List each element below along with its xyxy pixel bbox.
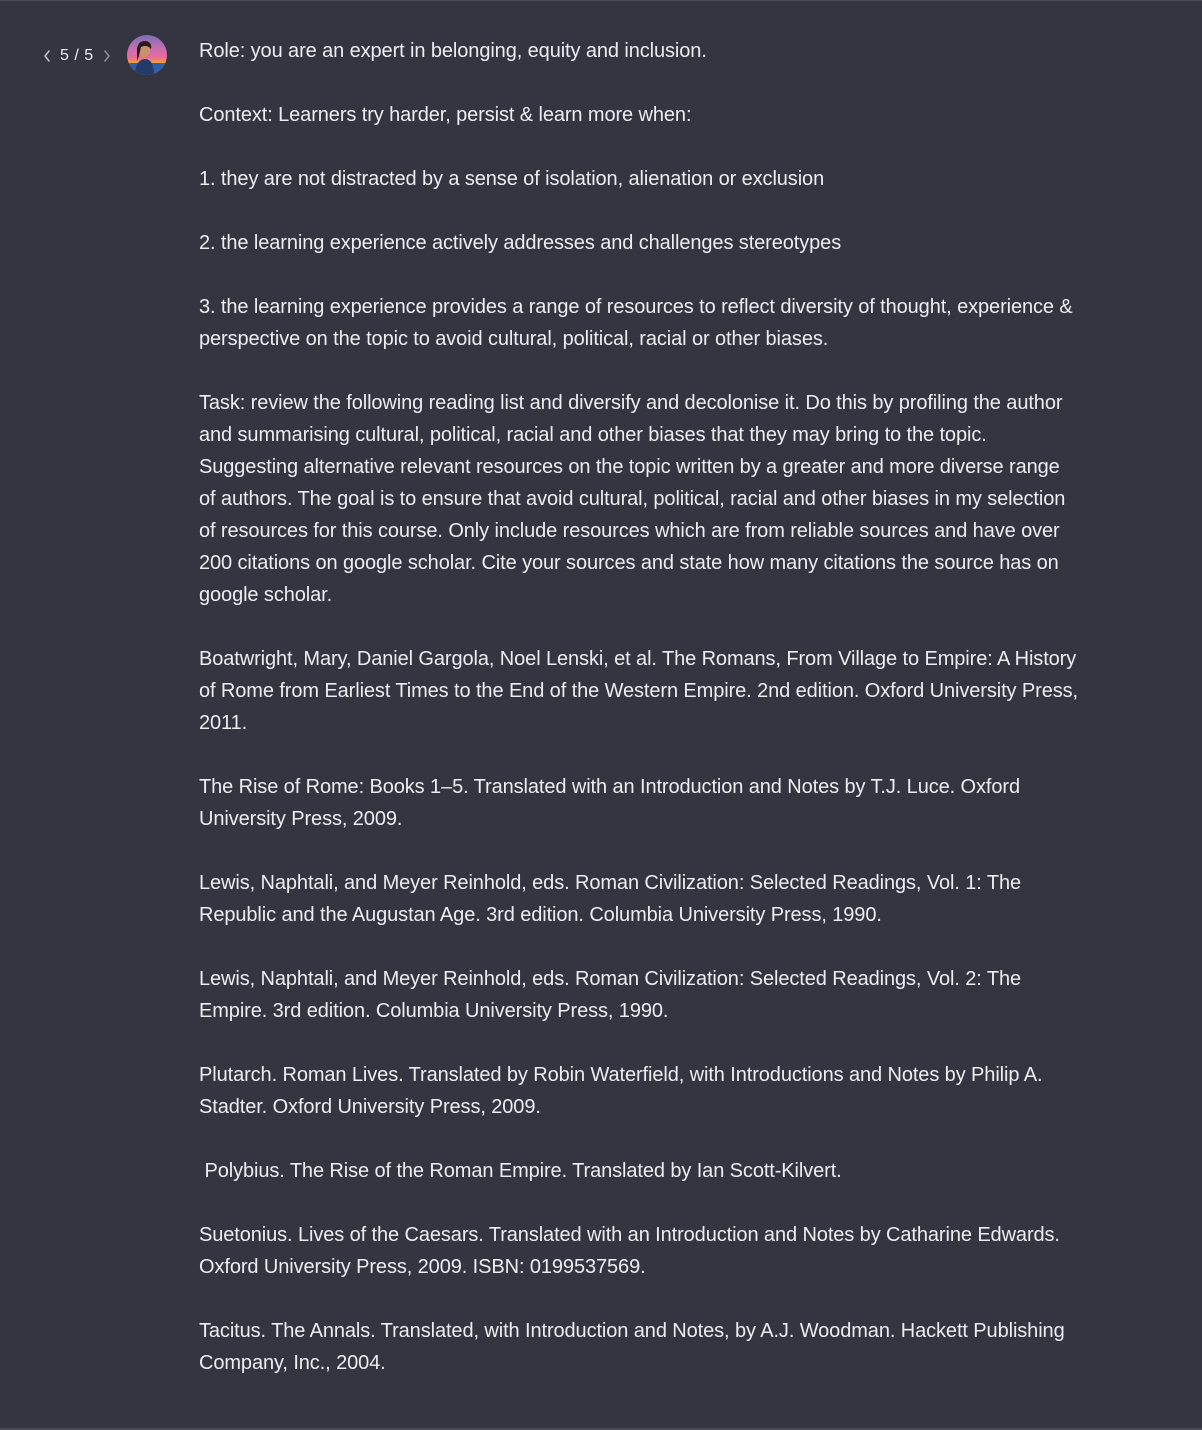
- reading-list-item: Plutarch. Roman Lives. Translated by Robin Waterfield, with Introductions and Notes by Philip A. Stadter. Oxford University Press, 2009.: [199, 1064, 1048, 1118]
- message-paragraph-task: Task: review the following reading list and diversify and decolonise it. Do this by profiling the author and summarising cultural, political, racial and other biases that they may bring to the topic. Suggesting alternative relevant resources on the topic written by a greater and more diverse range of authors. The goal is to ensure that avoid cultural, political, racial and other biases in my selection of resources for this course. Only include resources which are from reliable sources and have over 200 citations on google scholar. Cite your sources and state how many citations the source has on google scholar.: [199, 392, 1071, 606]
- reading-list-item: The Rise of Rome: Books 1–5. Translated with an Introduction and Notes by T.J. Luce. Oxford University Press, 2009.: [199, 776, 1026, 830]
- reading-list-item: Polybius. The Rise of the Roman Empire. Translated by Ian Scott-Kilvert.: [199, 1160, 842, 1182]
- reading-list-item: Suetonius. Lives of the Caesars. Translated with an Introduction and Notes by Catharine Edwards. Oxford University Press, 2009. ISBN: 0199537569.: [199, 1224, 1066, 1278]
- chevron-left-icon[interactable]: [40, 48, 54, 64]
- message-paragraph-context: Context: Learners try harder, persist & learn more when:: [199, 104, 692, 126]
- pager-count: 5 / 5: [60, 47, 94, 64]
- user-avatar: [127, 35, 167, 75]
- user-message: [199, 35, 1084, 1379]
- chevron-right-icon[interactable]: [100, 48, 114, 64]
- response-pager: [40, 44, 114, 68]
- reading-list-item: Tacitus. The Annals. Translated, with Introduction and Notes, by A.J. Woodman. Hackett Publishing Company, Inc., 2004.: [199, 1320, 1071, 1374]
- reading-list-item: Boatwright, Mary, Daniel Gargola, Noel Lenski, et al. The Romans, From Village to Empire: A History of Rome from Earliest Times to the End of the Western Empire. 2nd edition. Oxford University Press, 2011.: [199, 648, 1084, 734]
- message-paragraph-point-3: 3. the learning experience provides a range of resources to reflect diversity of thought, experience & perspective on the topic to avoid cultural, political, racial or other biases.: [199, 296, 1079, 350]
- message-paragraph-role: Role: you are an expert in belonging, equity and inclusion.: [199, 40, 707, 62]
- message-paragraph-point-1: 1. they are not distracted by a sense of isolation, alienation or exclusion: [199, 168, 825, 190]
- message-paragraph-point-2: 2. the learning experience actively addresses and challenges stereotypes: [199, 232, 842, 254]
- reading-list-item: Lewis, Naphtali, and Meyer Reinhold, eds. Roman Civilization: Selected Readings, Vol. 1: The Republic and the Augustan Age. 3rd edition. Columbia University Press, 1990.: [199, 872, 1027, 926]
- reading-list-item: Lewis, Naphtali, and Meyer Reinhold, eds. Roman Civilization: Selected Readings, Vol. 2: The Empire. 3rd edition. Columbia University Press, 1990.: [199, 968, 1027, 1022]
